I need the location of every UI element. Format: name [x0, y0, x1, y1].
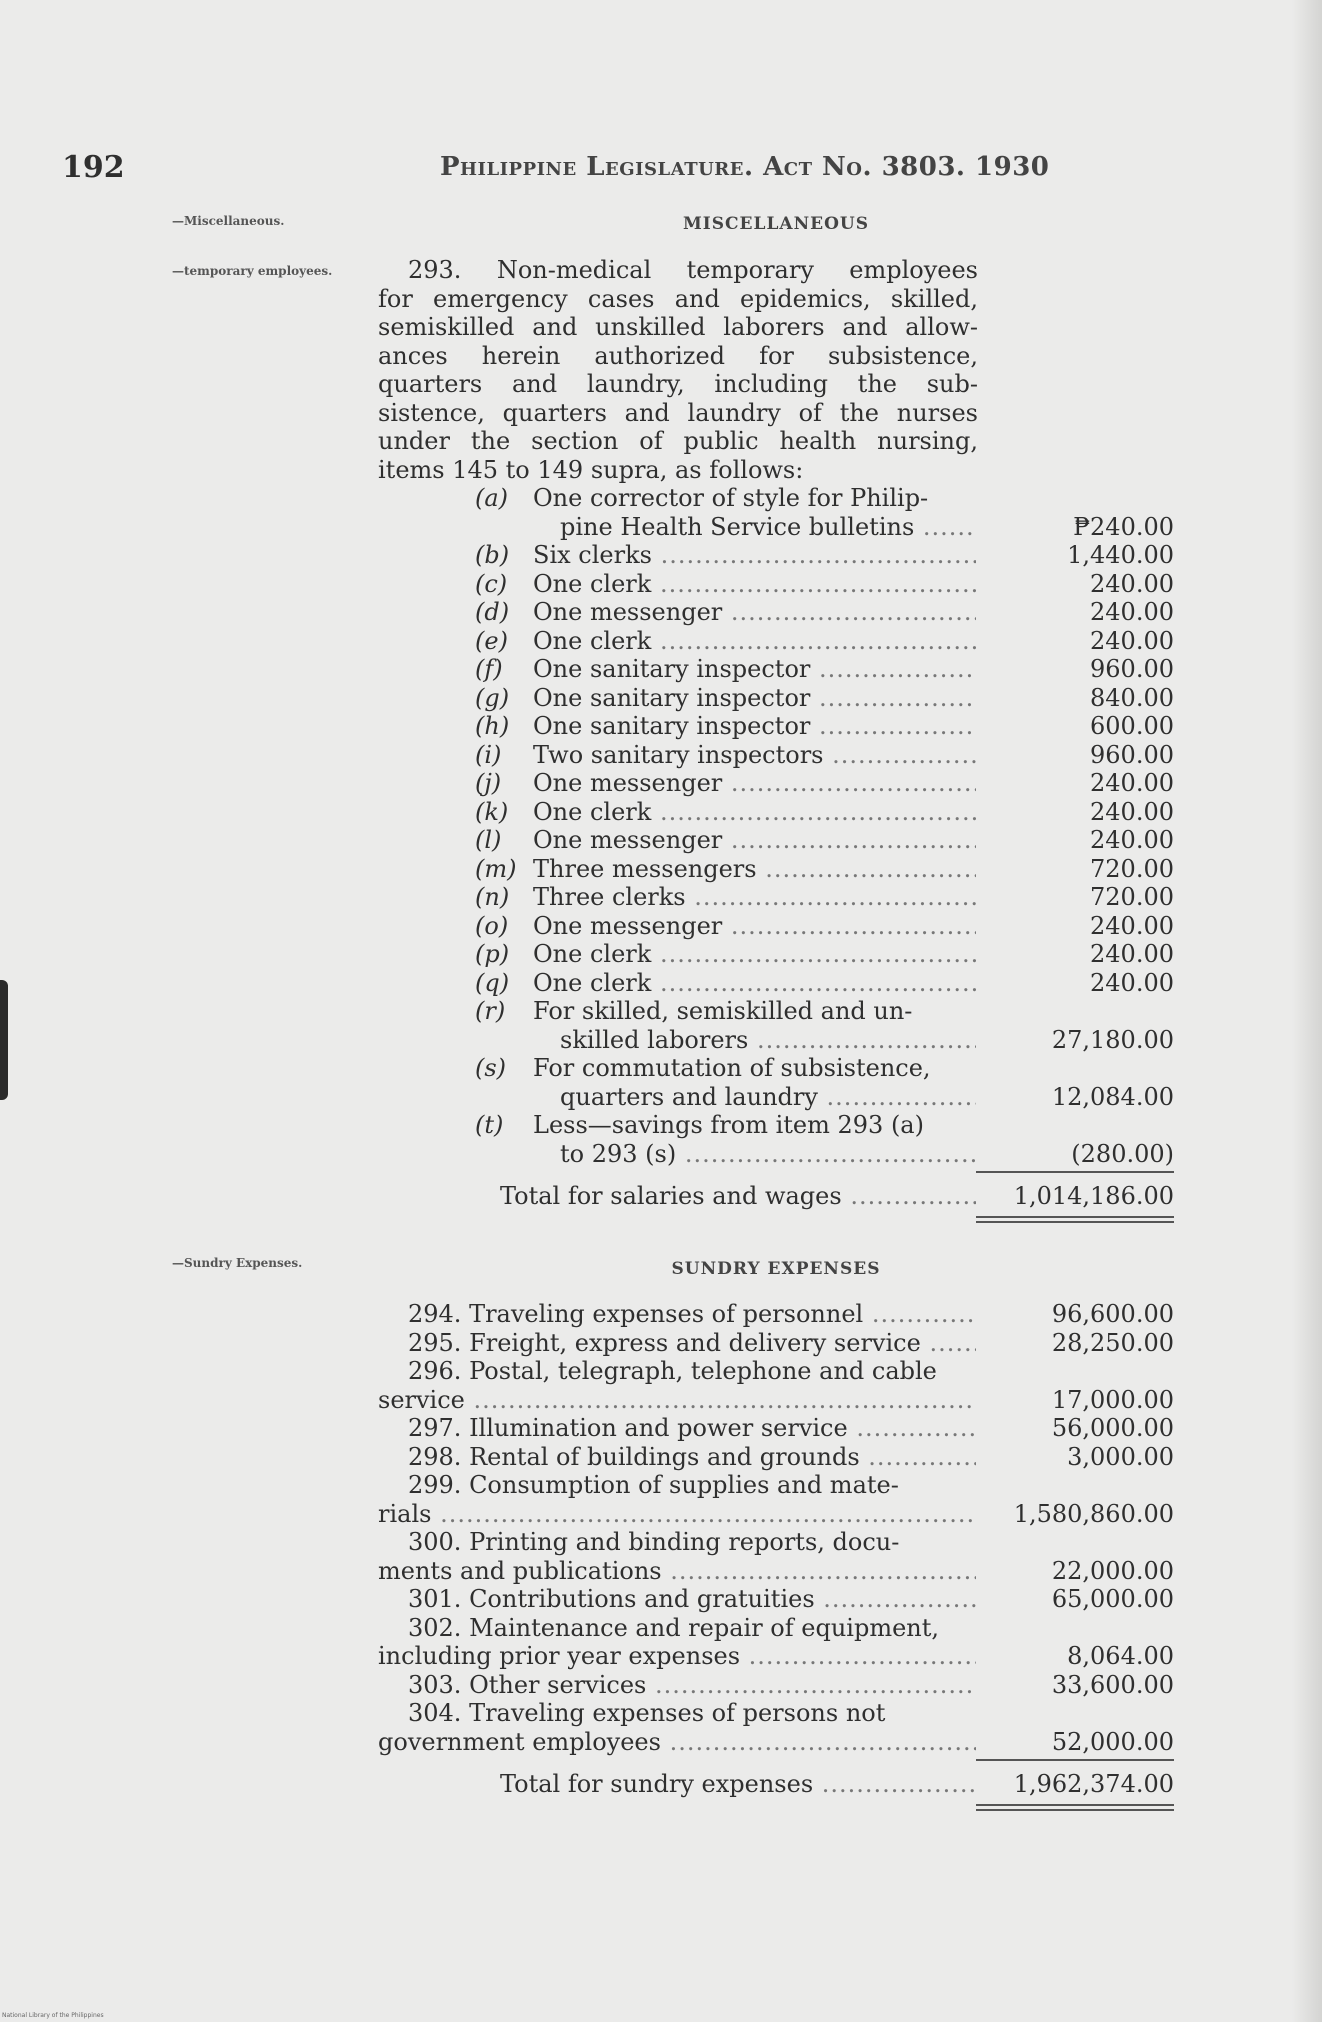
running-head: Philippine Legislature. Act No. 3803. 1930	[440, 152, 1050, 182]
item-amount: 240.00	[1090, 598, 1174, 626]
item-amount: 840.00	[1090, 683, 1174, 712]
item-line	[0, 769, 1322, 797]
sundry-line	[0, 1585, 1322, 1613]
item-amount: 1,440.00	[1067, 541, 1174, 569]
item-line	[0, 741, 1322, 769]
item-label: skilled laborers .....	[560, 1026, 976, 1054]
sundry-amount: 65,000.00	[1051, 1585, 1174, 1613]
item-line	[0, 627, 1322, 655]
item-label: For commutation of subsistence,	[533, 1054, 931, 1082]
sundry-label: including prior year expenses .....	[378, 1642, 976, 1670]
intro-text: semiskilled and unskilled laborers and allow-	[378, 313, 978, 341]
item-amount: ₱240.00	[1073, 512, 1174, 541]
total-sundry-label: Total for sundry expenses .....	[500, 1770, 976, 1798]
item-label: One sanitary inspector .....	[533, 712, 976, 740]
page-number: 192	[62, 150, 125, 185]
item-letter: (p)	[475, 940, 510, 968]
item-letter: (q)	[475, 968, 510, 997]
sundry-line	[0, 1557, 1322, 1585]
item-amount: 240.00	[1090, 911, 1174, 940]
item-amount: 240.00	[1090, 968, 1174, 997]
item-amount: 960.00	[1090, 740, 1174, 769]
item-line	[0, 1111, 1322, 1139]
intro-line	[0, 285, 1322, 313]
sundry-line	[0, 1471, 1322, 1499]
sundry-amount: 1,580,860.00	[1013, 1499, 1174, 1528]
item-line	[0, 940, 1322, 968]
sundry-line	[0, 1357, 1322, 1385]
margin-note-miscellaneous: —Miscellaneous.	[172, 214, 285, 228]
sundry-line	[0, 1671, 1322, 1699]
item-line	[0, 969, 1322, 997]
sundry-label: 298. Rental of buildings and grounds .....	[408, 1443, 976, 1471]
item-line	[0, 798, 1322, 826]
intro-line	[0, 456, 1322, 484]
item-label: One messenger .....	[533, 769, 976, 797]
item-letter: (j)	[475, 769, 502, 797]
intro-text: sistence, quarters and laundry of the nurses	[378, 398, 978, 427]
item-amount: 240.00	[1090, 797, 1174, 826]
total-rule	[976, 1171, 1174, 1173]
sundry-label: 294. Traveling expenses of personnel .....	[408, 1300, 976, 1328]
sundry-line	[0, 1500, 1322, 1528]
item-letter: (b)	[475, 541, 510, 569]
item-line	[0, 712, 1322, 740]
item-label: pine Health Service bulletins .....	[560, 513, 976, 541]
item-letter: (r)	[475, 997, 506, 1025]
item-amount: 720.00	[1090, 854, 1174, 883]
sundry-line	[0, 1386, 1322, 1414]
sundry-label: 299. Consumption of supplies and mate-	[408, 1471, 899, 1499]
item-label: One sanitary inspector .....	[533, 655, 976, 683]
sundry-double-rule	[976, 1804, 1174, 1811]
sundry-line	[0, 1699, 1322, 1727]
sundry-line	[0, 1614, 1322, 1642]
item-letter: (t)	[475, 1111, 504, 1139]
item-label: Two sanitary inspectors .....	[533, 741, 976, 769]
item-line	[0, 598, 1322, 626]
sundry-amount: 33,600.00	[1051, 1670, 1174, 1699]
item-line	[0, 484, 1322, 512]
intro-text: ances herein authorized for subsistence,	[378, 341, 978, 370]
item-amount: 240.00	[1090, 626, 1174, 655]
sundry-line	[0, 1528, 1322, 1556]
item-label: to 293 (s) .....	[560, 1140, 976, 1168]
sundry-amount: 96,600.00	[1051, 1300, 1174, 1328]
item-label: Three messengers .....	[533, 855, 976, 883]
intro-line	[0, 256, 1322, 284]
margin-note-temporary: —temporary employees.	[172, 264, 333, 278]
total-sundry-row	[0, 1770, 1322, 1798]
item-label: For skilled, semiskilled and un-	[533, 997, 913, 1025]
sundry-amount: 52,000.00	[1051, 1727, 1174, 1756]
sundry-label: 302. Maintenance and repair of equipment,	[408, 1613, 940, 1642]
total-salaries-row	[0, 1182, 1322, 1210]
sundry-total-rule	[976, 1759, 1174, 1761]
item-line	[0, 1054, 1322, 1082]
item-label: Three clerks .....	[533, 883, 976, 911]
item-amount: 720.00	[1090, 883, 1174, 911]
sundry-label: 296. Postal, telegraph, telephone and cable	[408, 1357, 937, 1385]
item-line	[0, 855, 1322, 883]
intro-line	[0, 342, 1322, 370]
sundry-line	[0, 1728, 1322, 1756]
item-amount: 240.00	[1090, 940, 1174, 968]
sundry-label: 301. Contributions and gratuities .....	[408, 1585, 976, 1613]
item-letter: (e)	[475, 626, 508, 655]
sundry-line	[0, 1414, 1322, 1442]
item-amount: 960.00	[1090, 655, 1174, 683]
sundry-label: 295. Freight, express and delivery service .....	[408, 1329, 976, 1357]
item-label: One messenger .....	[533, 912, 976, 940]
item-letter: (o)	[475, 911, 509, 940]
sundry-amount: 28,250.00	[1051, 1328, 1174, 1357]
intro-line	[0, 399, 1322, 427]
item-letter: (h)	[475, 712, 510, 740]
intro-line	[0, 427, 1322, 455]
item-line	[0, 655, 1322, 683]
item-amount: 240.00	[1090, 769, 1174, 797]
sundry-label: service .....	[378, 1386, 976, 1414]
item-letter: (g)	[475, 683, 510, 712]
item-letter: (d)	[475, 598, 510, 626]
item-letter: (a)	[475, 484, 509, 512]
section-title-sundry: SUNDRY EXPENSES	[671, 1259, 881, 1279]
item-label: One clerk .....	[533, 627, 976, 655]
item-line	[0, 570, 1322, 598]
intro-text: quarters and laundry, including the sub-	[378, 370, 978, 398]
item-letter: (k)	[475, 797, 509, 826]
sundry-amount: 22,000.00	[1051, 1556, 1174, 1585]
item-line	[0, 826, 1322, 854]
item-label: One sanitary inspector .....	[533, 684, 976, 712]
item-label: quarters and laundry .....	[560, 1083, 976, 1111]
total-sundry-amount: 1,962,374.00	[1013, 1770, 1174, 1798]
item-letter: (l)	[475, 826, 502, 854]
item-label: One clerk .....	[533, 969, 976, 997]
sundry-line	[0, 1443, 1322, 1471]
total-salaries-amount: 1,014,186.00	[1013, 1182, 1174, 1210]
sundry-label: government employees .....	[378, 1728, 976, 1756]
item-label: One messenger .....	[533, 598, 976, 626]
item-label: Six clerks .....	[533, 541, 976, 569]
item-line	[0, 1026, 1322, 1054]
item-label: One clerk .....	[533, 940, 976, 968]
intro-line	[0, 370, 1322, 398]
item-amount: 27,180.00	[1051, 1025, 1174, 1054]
sundry-amount: 3,000.00	[1067, 1442, 1174, 1471]
item-letter: (s)	[475, 1054, 507, 1082]
item-line	[0, 1083, 1322, 1111]
item-label: One corrector of style for Philip-	[533, 484, 929, 512]
item-amount: 240.00	[1090, 826, 1174, 854]
intro-text: for emergency cases and epidemics, skilled,	[378, 284, 978, 313]
sundry-amount: 8,064.00	[1067, 1642, 1174, 1670]
sundry-label: ments and publications .....	[378, 1557, 976, 1585]
item-letter: (f)	[475, 655, 503, 683]
item-label: One clerk .....	[533, 570, 976, 598]
sundry-line	[0, 1329, 1322, 1357]
footer-credit: National Library of the Philippines	[2, 2012, 104, 2019]
item-letter: (c)	[475, 569, 508, 598]
item-letter: (i)	[475, 740, 502, 769]
margin-note-sundry: —Sundry Expenses.	[172, 1256, 303, 1270]
section-title-miscellaneous: MISCELLANEOUS	[682, 214, 870, 234]
item-letter: (m)	[475, 854, 517, 883]
item-amount: 240.00	[1090, 569, 1174, 598]
sundry-line	[0, 1642, 1322, 1670]
sundry-label: 303. Other services .....	[408, 1671, 976, 1699]
intro-text: 293. Non-medical temporary employees	[408, 256, 978, 284]
sundry-label: 297. Illumination and power service .....	[408, 1414, 976, 1442]
item-amount: 12,084.00	[1051, 1082, 1174, 1111]
intro-line	[0, 313, 1322, 341]
item-line	[0, 684, 1322, 712]
item-line	[0, 883, 1322, 911]
total-salaries-label: Total for salaries and wages .....	[500, 1182, 976, 1210]
sundry-line	[0, 1300, 1322, 1328]
item-line	[0, 997, 1322, 1025]
item-line	[0, 541, 1322, 569]
item-amount: (280.00)	[1071, 1139, 1174, 1168]
sundry-label: 304. Traveling expenses of persons not	[408, 1699, 886, 1727]
item-letter: (n)	[475, 883, 510, 911]
item-amount: 600.00	[1090, 712, 1174, 740]
item-label: Less—savings from item 293 (a)	[533, 1111, 924, 1139]
sundry-label: 300. Printing and binding reports, docu-	[408, 1528, 900, 1556]
item-line	[0, 912, 1322, 940]
intro-text: under the section of public health nursing,	[378, 427, 978, 455]
item-label: One clerk .....	[533, 798, 976, 826]
total-double-rule	[976, 1216, 1174, 1223]
sundry-amount: 56,000.00	[1051, 1414, 1174, 1442]
intro-text: items 145 to 149 supra, as follows:	[378, 455, 804, 484]
item-line	[0, 513, 1322, 541]
sundry-amount: 17,000.00	[1051, 1385, 1174, 1414]
item-label: One messenger .....	[533, 826, 976, 854]
item-line	[0, 1140, 1322, 1168]
sundry-label: rials .....	[378, 1500, 976, 1528]
